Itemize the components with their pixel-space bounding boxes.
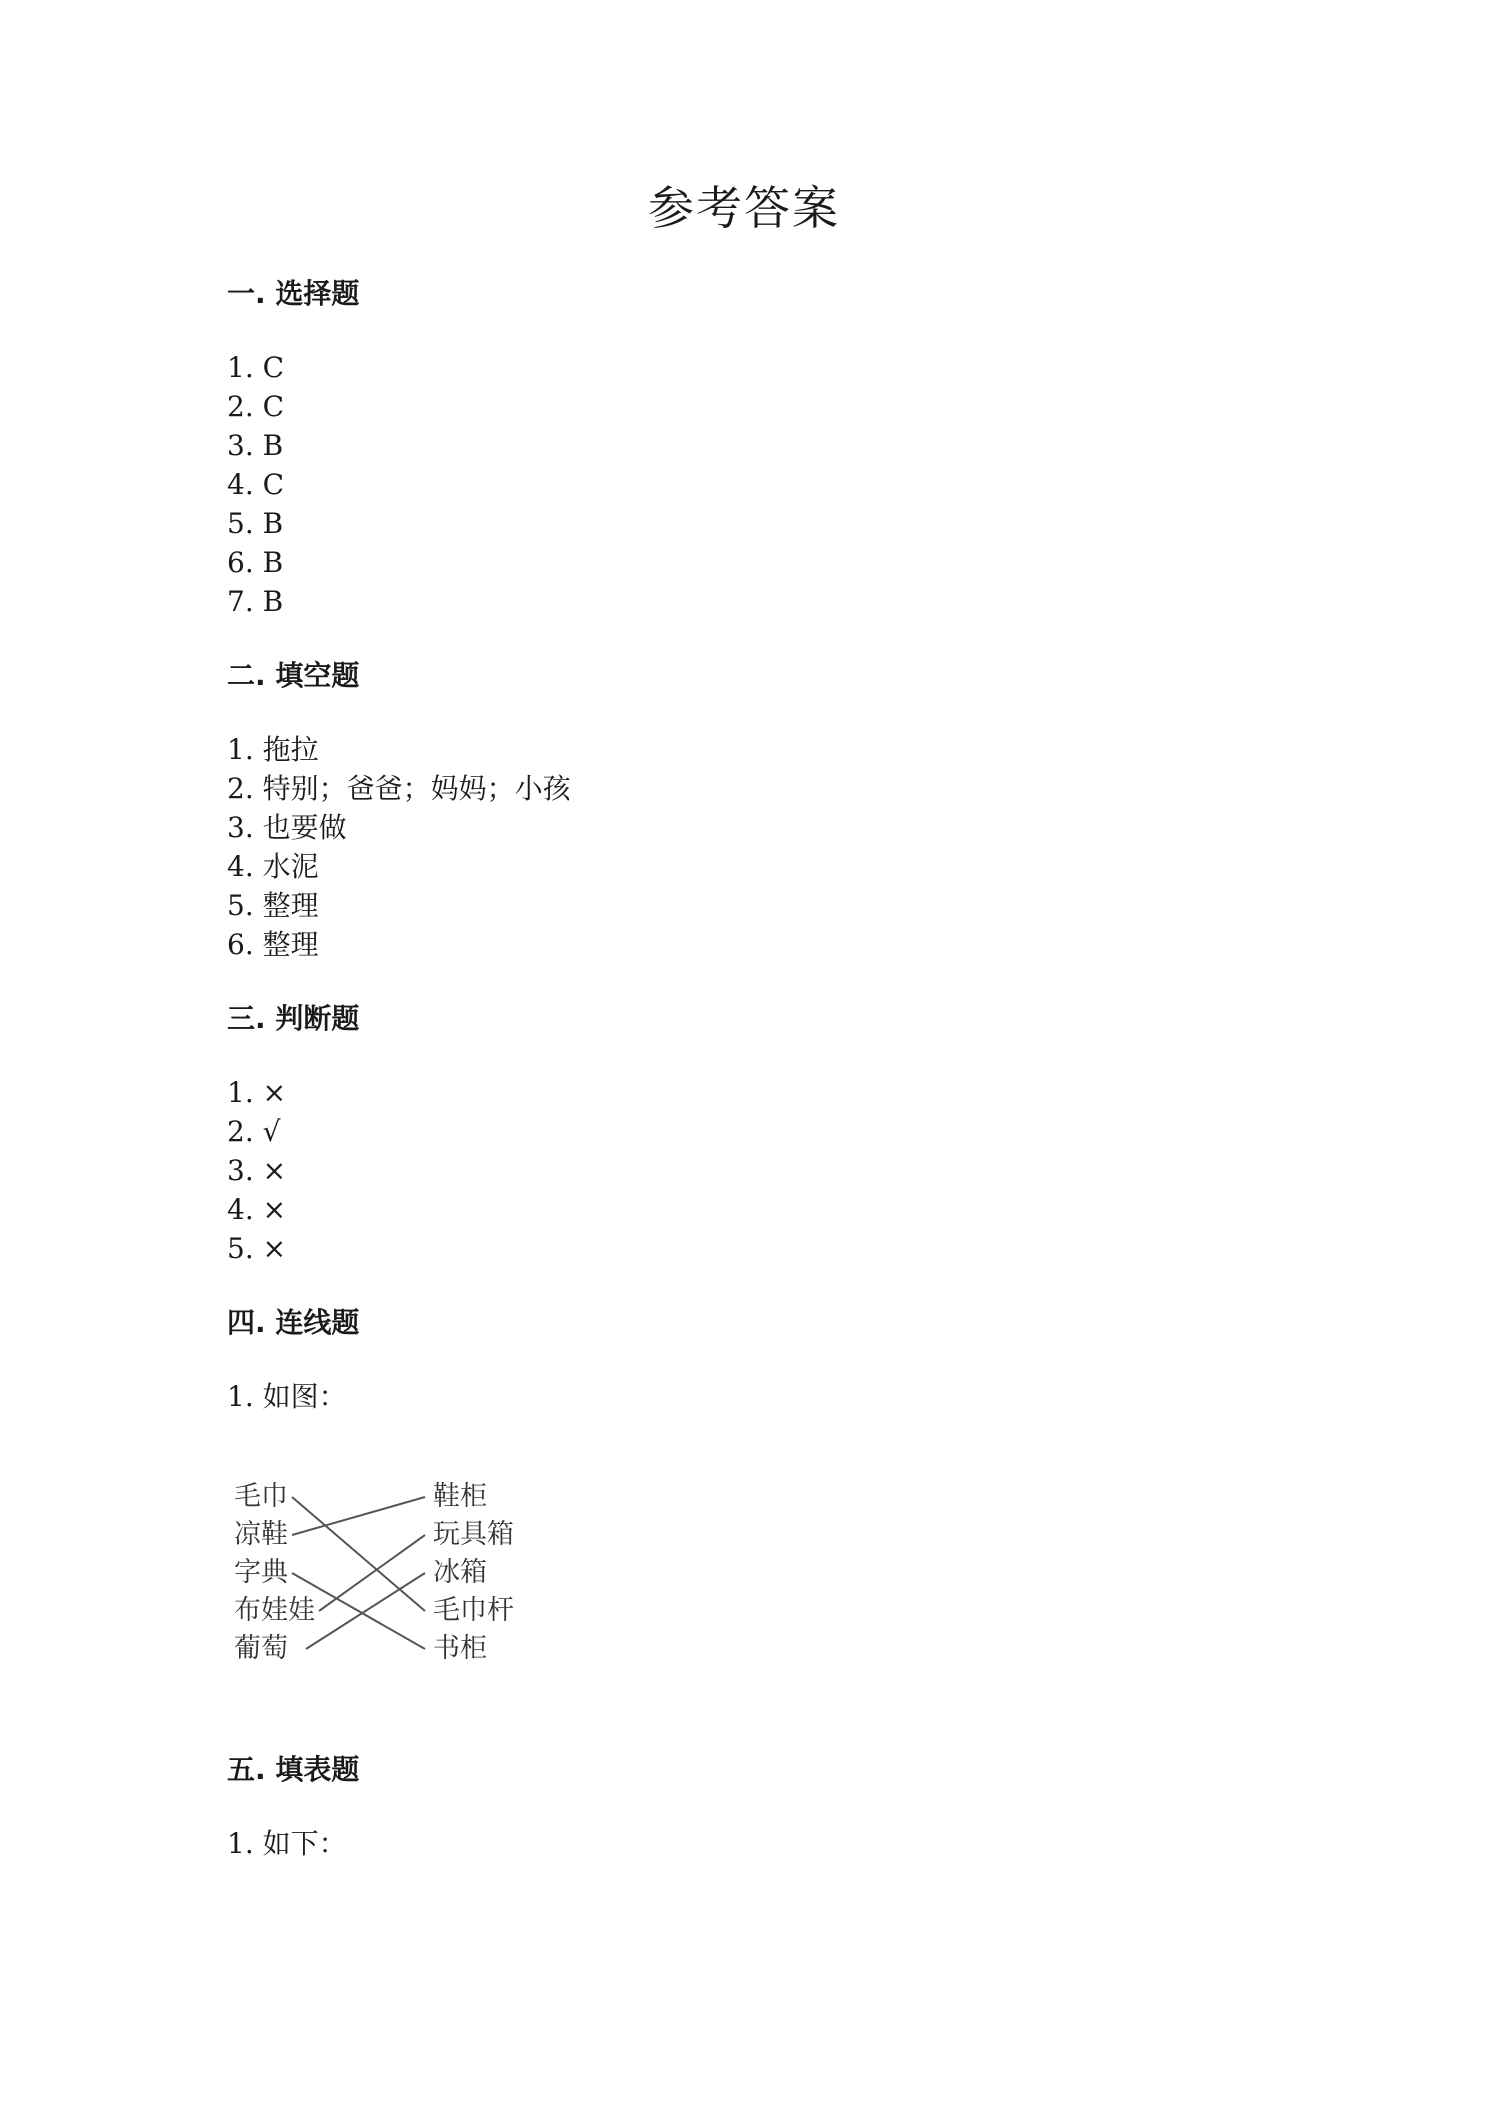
match-left-word: 葡萄 [234,1633,288,1664]
match-line [306,1573,425,1649]
answer-item: 3. 也要做 [227,811,347,844]
match-left-word: 布娃娃 [234,1595,315,1626]
match-left-word: 毛巾 [234,1481,288,1512]
answer-item: 6. 整理 [227,928,319,961]
answer-item: 4. 水泥 [227,850,319,883]
match-right-word: 毛巾杆 [433,1595,514,1626]
answer-item: 1. 如下： [227,1827,347,1860]
answer-item: 4. × [227,1193,287,1226]
answer-item: 1. 拖拉 [227,733,319,766]
answer-item: 1. 如图： [227,1380,347,1413]
answer-item: 4. C [227,468,285,501]
answer-item: 5. 整理 [227,889,319,922]
match-right-word: 冰箱 [433,1557,487,1588]
match-right-word: 鞋柜 [433,1481,487,1512]
section-heading-true-false: 三. 判断题 [227,1002,360,1035]
answer-item: 6. B [227,546,284,579]
answer-item: 3. × [227,1154,287,1187]
section-heading-choice: 一. 选择题 [227,277,360,310]
answer-item: 2. √ [227,1115,281,1148]
match-left-word: 凉鞋 [234,1519,288,1550]
match-line [292,1497,425,1535]
section-heading-matching: 四. 连线题 [227,1306,360,1339]
answer-item: 2. C [227,390,285,423]
page-title: 参考答案 [648,181,840,235]
match-right-word: 玩具箱 [433,1519,514,1550]
match-line [292,1497,425,1611]
section-heading-table: 五. 填表题 [227,1753,360,1786]
answer-item: 5. × [227,1232,287,1265]
match-left-word: 字典 [234,1557,288,1588]
answer-item: 7. B [227,585,284,618]
answer-item: 2. 特别；爸爸；妈妈；小孩 [227,772,571,805]
answer-item: 5. B [227,507,284,540]
answer-item: 1. × [227,1076,287,1109]
match-line [292,1573,425,1649]
match-line [319,1535,425,1611]
answer-item: 1. C [227,351,285,384]
section-heading-fill-blank: 二. 填空题 [227,659,360,692]
match-right-word: 书柜 [433,1633,487,1664]
answer-item: 3. B [227,429,284,462]
